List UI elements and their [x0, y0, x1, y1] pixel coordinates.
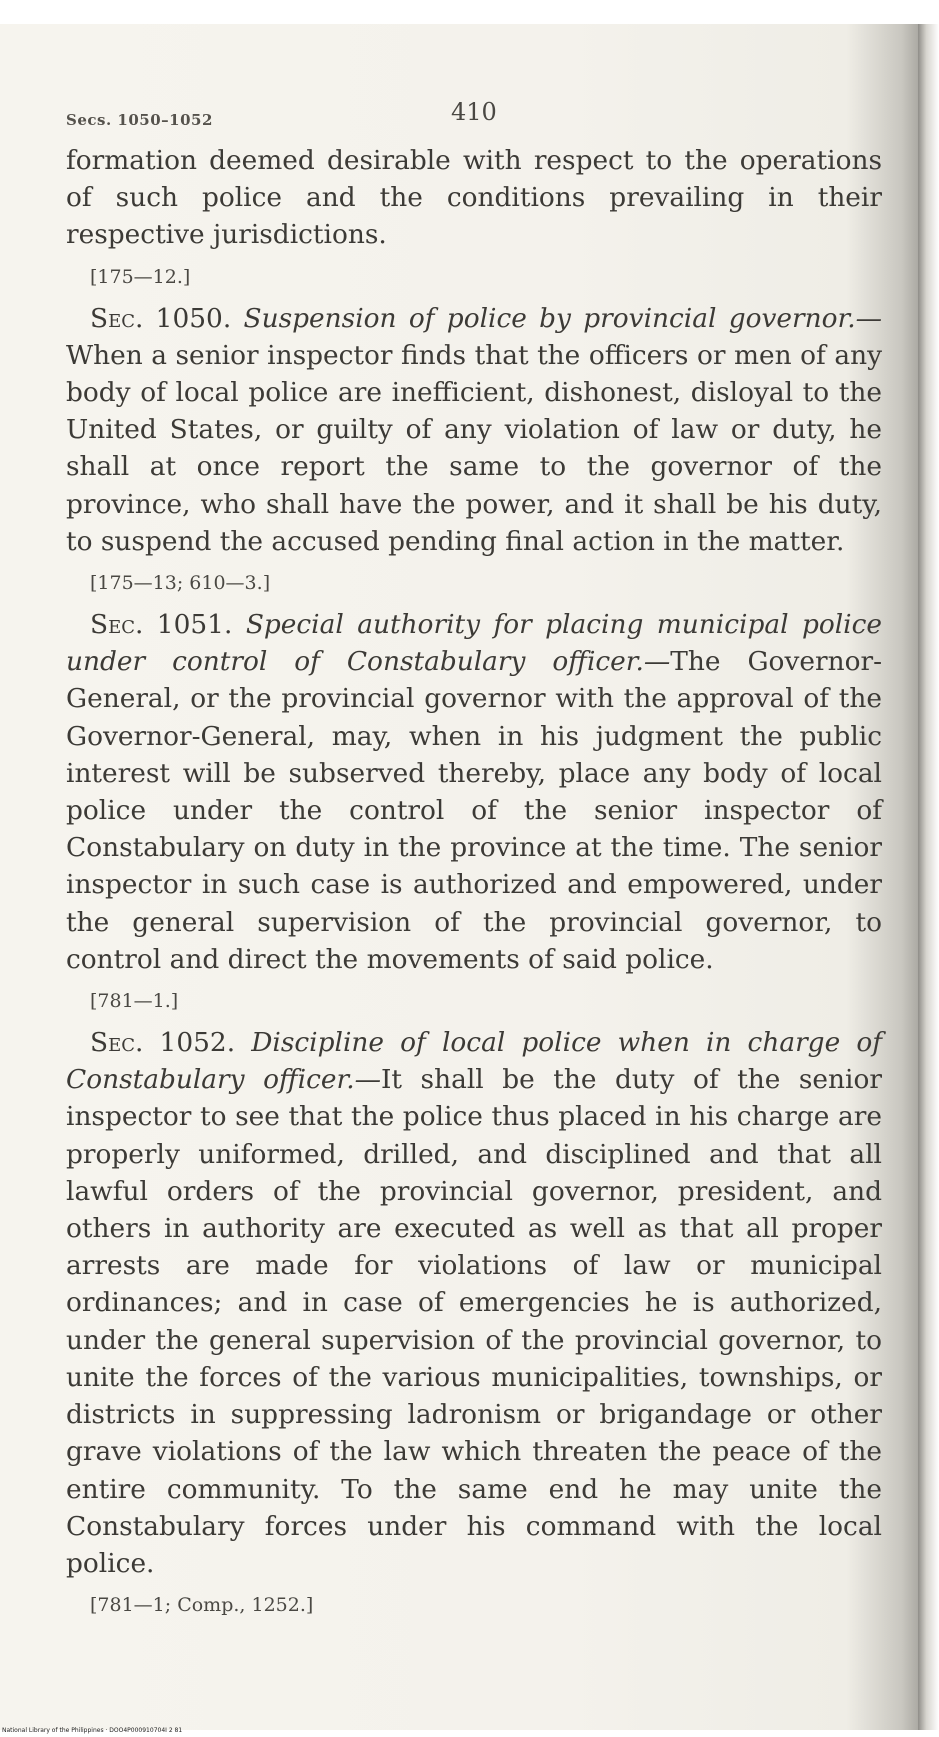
section-title: Discipline of local police when in charge of Constabulary officer.— [66, 1027, 883, 1096]
citation: [175—12.] [90, 265, 191, 288]
section-label: Sec. 1051. [90, 609, 233, 641]
citation: [175—13; 610—3.] [90, 572, 271, 595]
section-title: Special authority for placing municipal police under control of Constabulary officer.— [66, 609, 883, 678]
page-number: 410 [451, 98, 497, 126]
citation: [781—1.] [90, 990, 179, 1013]
section-title: Suspension of police by provincial governor.— [243, 302, 883, 334]
paper-edge-shadow [918, 24, 939, 1730]
text-block [66, 96, 882, 1628]
section-1051 [66, 606, 882, 978]
continuation-paragraph: formation deemed desirable with respect to the operations of such police and the conditions prevailing in their respective jurisdictions. [66, 145, 882, 251]
section-body: When a senior inspector finds that the officers or men of any body of local police are inefficient, dishonest, disloyal to the United States, or guilty of any violation of law or duty, he shall at once report the same to the governor of the province, who shall have the power, and it shall be his duty, to suspend the accused pending final action in the matter. [66, 339, 882, 557]
section-body: The Governor-General, or the provincial governor with the approval of the Governor-General, may, when in his judgment the public interest will be subserved thereby, place any body of local police under the control of the senior inspector of Constabulary on duty in the province at the time. The senior inspector in such case is authorized and empowered, under the general supervision of the provincial governor, to control and direct the movements of said police. [66, 646, 883, 975]
section-1052 [66, 1024, 882, 1582]
section-range: Secs. 1050–1052 [66, 111, 213, 129]
citation: [781—1; Comp., 1252.] [90, 1594, 314, 1617]
section-1050 [66, 300, 882, 560]
section-body: It shall be the duty of the senior inspector to see that the police thus placed in his charge are properly uniformed, drilled, and disciplined and that all lawful orders of the provincial governor, president, and others in authority are executed as well as that all proper arrests are made for violations of law or municipal ordinances; and in case of emergencies he is authorized, under the general supervision of the provincial governor, to unite the forces of the various municipalities, townships, or districts in suppressing ladronism or brigandage or other grave violations of the law which threaten the peace of the entire community. To the same end he may unite the Constabulary forces under his command with the local police. [66, 1064, 882, 1579]
page-header [66, 96, 882, 142]
section-label: Sec. 1050. [90, 302, 232, 334]
scan-footer-note: National Library of the Philippines · DOO4P000910704I 2 81 [2, 1727, 183, 1734]
section-label: Sec. 1052. [90, 1027, 236, 1059]
